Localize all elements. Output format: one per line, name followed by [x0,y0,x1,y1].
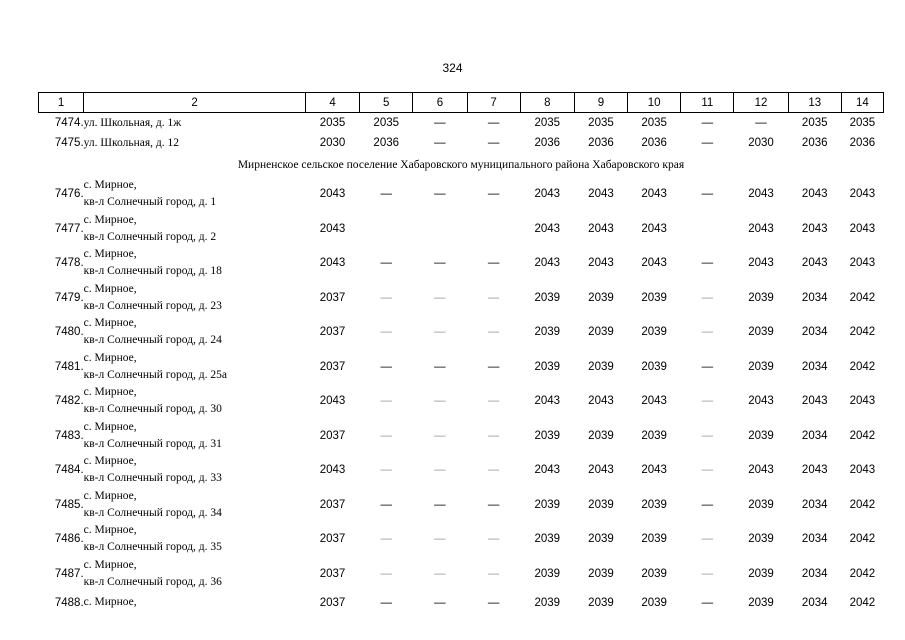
column-header: 7 [467,93,520,113]
value-cell: — [701,395,714,408]
value-cell: 2039 [748,596,774,609]
value-cell: 2039 [641,498,667,511]
value-cell: — [487,291,500,304]
value-cell [467,212,520,247]
column-header: 11 [681,93,734,113]
value-cell: 2043 [534,188,561,201]
value-cell: 2043 [588,464,614,477]
value-cell: 2039 [534,533,561,546]
value-cell: 2035 [588,117,614,129]
row-number: 7487. [54,567,84,580]
value-cell: 2043 [319,257,346,270]
value-cell: 2039 [534,429,561,442]
row-number: 7481. [54,360,84,373]
value-cell: — [487,395,500,408]
value-cell: 2043 [748,257,774,270]
value-cell: 2036 [801,137,828,149]
value-cell: 2042 [849,360,876,373]
row-number: 7483. [54,429,84,442]
value-cell: 2034 [801,498,828,511]
table-row [39,419,884,454]
value-cell: 2035 [319,117,346,129]
row-number: 7486. [54,533,84,546]
address-line: кв-л Солнечный город, д. 25а [83,368,227,381]
value-cell: — [701,360,714,373]
value-cell: 2039 [588,533,614,546]
value-cell: 2039 [748,567,774,580]
value-cell: 2039 [588,326,614,339]
address-line: с. Мирное, [83,351,137,364]
value-cell: — [701,533,714,546]
address-line: кв-л Солнечный город, д. 31 [83,437,222,450]
value-cell: 2039 [641,533,667,546]
value-cell: — [701,596,714,609]
value-cell: — [380,291,392,304]
value-cell: 2030 [748,137,774,149]
value-cell: 2043 [641,188,667,201]
value-cell: 2039 [534,326,561,339]
value-cell: 2035 [641,117,667,129]
value-cell: — [434,188,446,201]
value-cell: 2043 [641,257,667,270]
table-row [39,488,884,523]
column-header: 10 [628,93,681,113]
section-title: Мирненское сельское поселение Хабаровского муниципального района Хабаровского края [237,159,685,171]
value-cell: — [487,567,500,580]
value-cell: 2039 [748,326,774,339]
value-cell: 2043 [319,464,346,477]
value-cell: 2034 [801,567,828,580]
value-cell [413,212,467,247]
value-cell: 2035 [801,117,828,129]
value-cell: 2037 [319,567,346,580]
value-cell: — [380,326,392,339]
value-cell: — [434,395,446,408]
value-cell: — [487,188,500,201]
address-line: ул. Школьная, д. 1ж [83,116,182,129]
value-cell: 2043 [748,464,774,477]
address-line: кв-л Солнечный город, д. 24 [83,334,222,347]
value-cell: — [701,137,714,149]
table-row [39,453,884,488]
row-number: 7488. [54,596,84,609]
column-header: 9 [574,93,627,113]
column-header: 13 [788,93,841,113]
table-row [39,350,884,385]
value-cell: 2039 [534,596,561,609]
value-cell: 2043 [801,395,828,408]
value-cell: — [701,326,714,339]
address-line: с. Мирное, [83,489,137,502]
value-cell: 2039 [588,596,614,609]
value-cell: 2043 [534,395,561,408]
value-cell [360,212,413,247]
value-cell: — [487,360,500,373]
table-row [39,212,884,247]
value-cell: 2039 [641,291,667,304]
table-row [39,591,884,614]
value-cell: — [380,464,392,477]
value-cell: — [701,464,714,477]
column-header: 8 [520,93,574,113]
value-cell: 2043 [748,188,774,201]
value-cell: — [434,498,446,511]
value-cell: 2034 [801,596,828,609]
value-cell: — [380,395,392,408]
address-cell [84,488,306,523]
value-cell: 2039 [588,567,614,580]
value-cell: 2039 [748,533,774,546]
value-cell: 2036 [641,137,667,149]
address-cell [84,246,306,281]
value-cell: 2036 [588,137,614,149]
value-cell: 2034 [801,533,828,546]
row-number: 7478. [54,257,84,270]
value-cell: — [434,533,446,546]
address-line: с. Мирное, [83,248,137,261]
value-cell: 2042 [849,429,876,442]
value-cell: 2036 [373,137,400,149]
table-row [39,113,884,134]
address-cell [84,350,306,385]
value-cell: — [380,567,392,580]
data-table [38,92,884,614]
table-row [39,315,884,350]
address-line: ул. Школьная, д. 12 [83,136,179,149]
table-row [39,384,884,419]
header-row [39,93,884,113]
row-number: 7479. [54,291,84,304]
address-line: с. Мирное, [83,455,137,468]
value-cell: 2043 [849,464,876,477]
value-cell: — [487,464,500,477]
value-cell: — [701,117,714,129]
table-row [39,133,884,153]
value-cell: — [487,498,500,511]
table-row [39,557,884,592]
value-cell: 2034 [801,429,828,442]
value-cell: 2035 [534,117,561,129]
value-cell: 2037 [319,498,346,511]
row-number: 7485. [54,498,84,511]
value-cell: 2037 [319,291,346,304]
value-cell: 2037 [319,533,346,546]
address-line: с. Мирное, [83,420,137,433]
address-line: с. Мирное, [83,386,137,399]
value-cell: 2034 [801,360,828,373]
table-row [39,177,884,212]
value-cell: 2043 [319,188,346,201]
value-cell: 2042 [849,498,876,511]
address-cell [84,177,306,212]
address-line: с. Мирное, [83,179,137,192]
value-cell: 2036 [534,137,561,149]
address-line: кв-л Солнечный город, д. 34 [83,506,222,519]
value-cell: 2043 [534,257,561,270]
value-cell: 2042 [849,567,876,580]
value-cell: 2043 [849,222,876,235]
value-cell: — [380,596,392,609]
value-cell: 2039 [588,291,614,304]
value-cell: — [380,257,392,270]
value-cell: — [487,429,500,442]
value-cell: 2034 [801,326,828,339]
address-line: с. Мирное, [83,213,137,226]
address-line: с. Мирное, [83,282,137,295]
value-cell: 2037 [319,596,346,609]
value-cell: — [487,596,500,609]
section-row [39,153,884,177]
value-cell: 2036 [849,137,876,149]
value-cell: 2039 [748,360,774,373]
value-cell: — [434,326,446,339]
value-cell: 2034 [801,291,828,304]
value-cell: 2035 [373,117,400,129]
table-row [39,246,884,281]
value-cell: 2043 [319,222,346,235]
value-cell: — [434,360,446,373]
value-cell: 2042 [849,533,876,546]
address-line: кв-л Солнечный город, д. 1 [83,196,217,209]
value-cell: — [701,429,714,442]
address-line: кв-л Солнечный город, д. 33 [83,472,222,485]
value-cell: 2043 [801,257,828,270]
address-line: с. Мирное, [83,558,137,571]
address-line: кв-л Солнечный город, д. 23 [83,299,222,312]
value-cell: 2043 [849,188,876,201]
value-cell: 2039 [534,498,561,511]
address-cell [84,419,306,454]
row-number: 7476. [54,188,84,201]
value-cell: 2039 [534,291,561,304]
column-header: 2 [84,93,306,113]
value-cell: 2039 [748,498,774,511]
value-cell: — [380,188,392,201]
value-cell: 2043 [641,395,667,408]
value-cell: — [380,533,392,546]
value-cell: — [434,567,446,580]
value-cell: — [434,429,446,442]
value-cell: 2039 [641,567,667,580]
address-line: с. Мирное, [83,596,137,608]
value-cell: 2039 [588,498,614,511]
value-cell: 2043 [849,257,876,270]
value-cell: 2043 [801,464,828,477]
value-cell: 2039 [534,567,561,580]
value-cell: 2039 [748,429,774,442]
value-cell: 2043 [641,464,667,477]
value-cell: 2037 [319,360,346,373]
address-line: с. Мирное, [83,524,137,537]
value-cell: — [434,464,446,477]
value-cell: 2043 [588,395,614,408]
column-header: 6 [413,93,467,113]
value-cell: — [487,533,500,546]
table-row [39,522,884,557]
value-cell: — [701,188,714,201]
address-cell [84,384,306,419]
value-cell: 2043 [801,188,828,201]
value-cell: 2039 [588,429,614,442]
row-number: 7475. [54,137,84,149]
value-cell: 2037 [319,429,346,442]
value-cell: 2030 [319,137,346,149]
page-number: 324 [442,61,463,75]
address-line: кв-л Солнечный город, д. 18 [83,265,222,278]
address-cell [84,281,306,316]
row-number: 7477. [54,222,84,235]
value-cell: 2039 [748,291,774,304]
column-header: 5 [360,93,413,113]
value-cell: — [701,291,714,304]
value-cell: 2043 [588,257,614,270]
row-number: 7474. [54,117,84,129]
value-cell: 2043 [748,222,774,235]
address-cell [84,453,306,488]
address-line: кв-л Солнечный город, д. 36 [83,575,222,588]
value-cell: 2039 [588,360,614,373]
row-number: 7484. [54,464,84,477]
value-cell: 2042 [849,596,876,609]
address-cell [84,113,306,134]
value-cell: 2043 [849,395,876,408]
value-cell: — [434,257,446,270]
column-header: 14 [841,93,883,113]
address-cell [84,212,306,247]
value-cell: 2039 [534,360,561,373]
value-cell: 2043 [748,395,774,408]
column-header: 4 [305,93,359,113]
address-line: кв-л Солнечный город, д. 2 [83,230,217,243]
table-body [39,113,884,615]
value-cell: 2043 [588,222,614,235]
address-line: кв-л Солнечный город, д. 30 [83,403,222,416]
value-cell: — [487,117,500,129]
address-line: кв-л Солнечный город, д. 35 [83,541,222,554]
value-cell: — [434,117,446,129]
value-cell: — [434,137,446,149]
address-cell [84,557,306,592]
value-cell: — [380,429,392,442]
value-cell: — [701,257,714,270]
value-cell: — [434,291,446,304]
value-cell: — [434,596,446,609]
value-cell: 2042 [849,291,876,304]
value-cell: 2039 [641,429,667,442]
value-cell: 2043 [534,464,561,477]
table-header [39,93,884,113]
value-cell: — [487,137,500,149]
address-line: с. Мирное, [83,317,137,330]
address-cell [84,315,306,350]
row-number: 7480. [54,326,84,339]
value-cell: — [701,498,714,511]
value-cell [681,212,734,247]
value-cell: 2035 [849,117,876,129]
value-cell: — [380,498,392,511]
address-cell [84,133,306,153]
value-cell: 2043 [534,222,561,235]
value-cell: 2039 [641,360,667,373]
value-cell: — [487,257,500,270]
value-cell: — [380,360,392,373]
address-cell [84,591,306,614]
table-row [39,281,884,316]
value-cell: 2037 [319,326,346,339]
value-cell: 2043 [801,222,828,235]
column-header: 12 [734,93,788,113]
value-cell: — [701,567,714,580]
value-cell: — [755,117,767,129]
value-cell: 2039 [641,596,667,609]
value-cell: 2043 [319,395,346,408]
value-cell: 2043 [588,188,614,201]
value-cell: 2043 [641,222,667,235]
column-header: 1 [39,93,84,113]
value-cell: 2042 [849,326,876,339]
row-number: 7482. [54,395,84,408]
address-cell [84,522,306,557]
value-cell: 2039 [641,326,667,339]
value-cell: — [487,326,500,339]
